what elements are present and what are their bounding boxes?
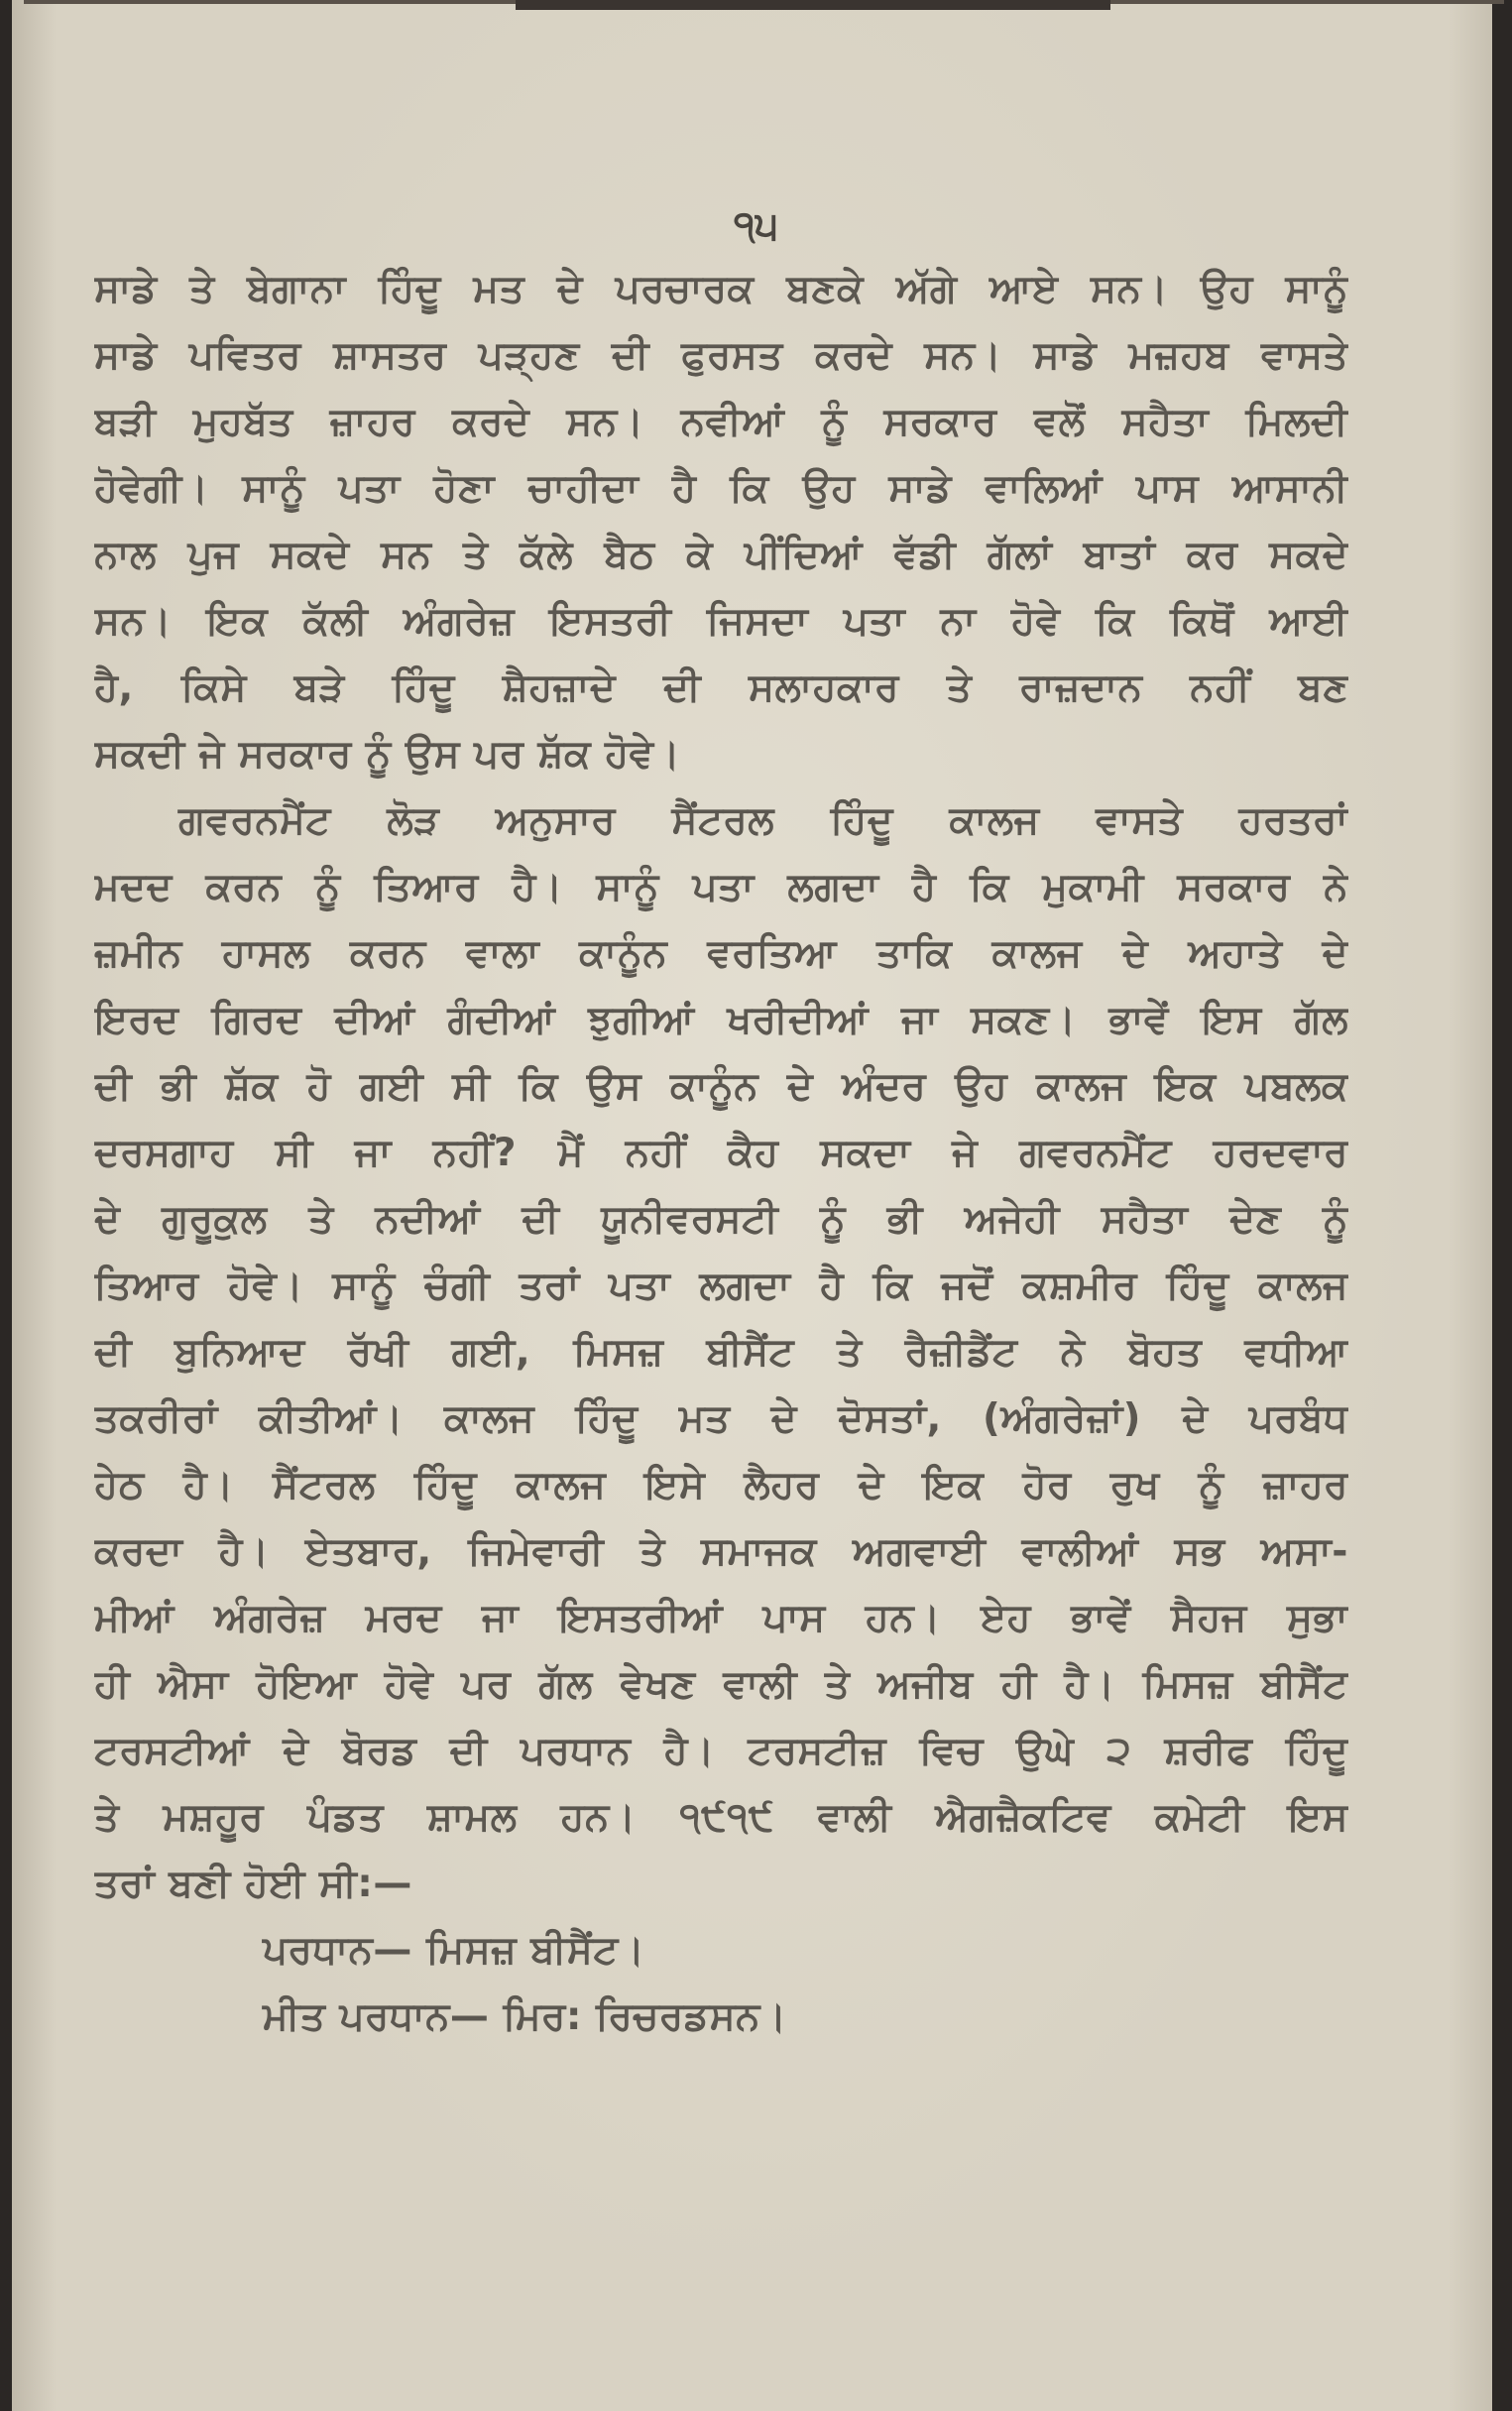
text-line: ਹੈ, ਕਿਸੇ ਬੜੇ ਹਿੰਦੂ ਸ਼ੈਹਜ਼ਾਦੇ ਦੀ ਸਲਾਹਕਾਰ ਤੇ ਰਾਜ਼ਦਾਨ ਨਹੀਂ ਬਣ <box>94 665 1348 710</box>
text-line: ਕਰਦਾ ਹੈ। ਏਤਬਾਰ, ਜਿਮੇਵਾਰੀ ਤੇ ਸਮਾਜਕ ਅਗਵਾਈ ਵਾਲੀਆਂ ਸਭ ਅਸਾ- <box>94 1529 1348 1574</box>
text-line: ਸਨ। ਇਕ ਕੱਲੀ ਅੰਗਰੇਜ਼ ਇਸਤਰੀ ਜਿਸਦਾ ਪਤਾ ਨਾ ਹੋਵੇ ਕਿ ਕਿਥੋਂ ਆਈ <box>94 599 1348 644</box>
text-line: ਮਦਦ ਕਰਨ ਨੂੰ ਤਿਆਰ ਹੈ। ਸਾਨੂੰ ਪਤਾ ਲਗਦਾ ਹੈ ਕਿ ਮੁਕਾਮੀ ਸਰਕਾਰ ਨੇ <box>94 865 1348 909</box>
text-line: ਟਰਸਟੀਆਂ ਦੇ ਬੋਰਡ ਦੀ ਪਰਧਾਨ ਹੈ। ਟਰਸਟੀਜ਼ ਵਿਚ ਉਘੇ ੨ ਸ਼ਰੀਫ ਹਿੰਦੂ <box>94 1729 1348 1773</box>
text-line: ਤਿਆਰ ਹੋਵੇ। ਸਾਨੂੰ ਚੰਗੀ ਤਰਾਂ ਪਤਾ ਲਗਦਾ ਹੈ ਕਿ ਜਦੋਂ ਕਸ਼ਮੀਰ ਹਿੰਦੂ ਕਾਲਜ <box>94 1264 1348 1308</box>
text-line: ਦੀ ਭੀ ਸ਼ੱਕ ਹੋ ਗਈ ਸੀ ਕਿ ਉਸ ਕਾਨੂੰਨ ਦੇ ਅੰਦਰ ਉਹ ਕਾਲਜ ਇਕ ਪਬਲਕ <box>94 1064 1348 1109</box>
committee-entry-vice-president: ਮੀਤ ਪਰਧਾਨ— ਮਿਰ: ਰਿਚਰਡਸਨ। <box>263 1994 787 2039</box>
paragraph-start-line: ਗਵਰਨਮੈਂਟ ਲੋੜ ਅਨੁਸਾਰ ਸੈਂਟਰਲ ਹਿੰਦੂ ਕਾਲਜ ਵਾਸਤੇ ਹਰਤਰਾਂ <box>178 798 1348 843</box>
text-line: ਇਰਦ ਗਿਰਦ ਦੀਆਂ ਗੰਦੀਆਂ ਝੁਗੀਆਂ ਖਰੀਦੀਆਂ ਜਾ ਸਕਣ। ਭਾਵੇਂ ਇਸ ਗੱਲ <box>94 998 1348 1042</box>
body-text <box>94 256 1348 2050</box>
text-line: ਸਾਡੇ ਤੇ ਬੇਗਾਨਾ ਹਿੰਦੂ ਮਤ ਦੇ ਪਰਚਾਰਕ ਬਣਕੇ ਅੱਗੇ ਆਏ ਸਨ। ਉਹ ਸਾਨੂੰ <box>94 267 1348 311</box>
text-line: ਜ਼ਮੀਨ ਹਾਸਲ ਕਰਨ ਵਾਲਾ ਕਾਨੂੰਨ ਵਰਤਿਆ ਤਾਕਿ ਕਾਲਜ ਦੇ ਅਹਾਤੇ ਦੇ <box>94 931 1348 976</box>
text-line: ਹੀ ਐਸਾ ਹੋਇਆ ਹੋਵੇ ਪਰ ਗੱਲ ਵੇਖਣ ਵਾਲੀ ਤੇ ਅਜੀਬ ਹੀ ਹੈ। ਮਿਸਜ਼ ਬੀਸੈਂਟ <box>94 1662 1348 1707</box>
text-line: ਤਕਰੀਰਾਂ ਕੀਤੀਆਂ। ਕਾਲਜ ਹਿੰਦੂ ਮਤ ਦੇ ਦੋਸਤਾਂ, (ਅੰਗਰੇਜ਼ਾਂ) ਦੇ ਪਰਬੰਧ <box>94 1396 1348 1441</box>
text-line: ਨਾਲ ਪੁਜ ਸਕਦੇ ਸਨ ਤੇ ਕੱਲੇ ਬੈਠ ਕੇ ਪੀਂਦਿਆਂ ਵੱਡੀ ਗੱਲਾਂ ਬਾਤਾਂ ਕਰ ਸਕਦੇ <box>94 533 1348 577</box>
text-line: ਦੇ ਗੁਰੂਕੁਲ ਤੇ ਨਦੀਆਂ ਦੀ ਯੂਨੀਵਰਸਟੀ ਨੂੰ ਭੀ ਅਜੇਹੀ ਸਹੈਤਾ ਦੇਣ ਨੂੰ <box>94 1197 1348 1242</box>
page-number: ੧੫ <box>733 203 779 249</box>
binding-shadow <box>516 0 1110 10</box>
text-line: ਸਾਡੇ ਪਵਿਤਰ ਸ਼ਾਸਤਰ ਪੜ੍ਹਣ ਦੀ ਫੁਰਸਤ ਕਰਦੇ ਸਨ। ਸਾਡੇ ਮਜ਼ਹਬ ਵਾਸਤੇ <box>94 333 1348 378</box>
text-line: ਦਰਸਗਾਹ ਸੀ ਜਾ ਨਹੀਂ? ਮੈਂ ਨਹੀਂ ਕੈਹ ਸਕਦਾ ਜੇ ਗਵਰਨਮੈਂਟ ਹਰਦਵਾਰ <box>94 1131 1348 1175</box>
text-line: ਤਰਾਂ ਬਣੀ ਹੋਈ ਸੀ:— <box>94 1862 412 1906</box>
text-line: ਸਕਦੀ ਜੇ ਸਰਕਾਰ ਨੂੰ ਉਸ ਪਰ ਸ਼ੱਕ ਹੋਵੇ। <box>94 732 681 777</box>
text-line: ਦੀ ਬੁਨਿਆਦ ਰੱਖੀ ਗਈ, ਮਿਸਜ਼ ਬੀਸੈਂਟ ਤੇ ਰੈਜ਼ੀਡੈਂਟ ਨੇ ਬੋਹਤ ਵਧੀਆ <box>94 1330 1348 1375</box>
text-line: ਹੋਵੇਗੀ। ਸਾਨੂੰ ਪਤਾ ਹੋਣਾ ਚਾਹੀਦਾ ਹੈ ਕਿ ਉਹ ਸਾਡੇ ਵਾਲਿਆਂ ਪਾਸ ਆਸਾਨੀ <box>94 466 1348 511</box>
text-line: ਬੜੀ ਮੁਹਬੱਤ ਜ਼ਾਹਰ ਕਰਦੇ ਸਨ। ਨਵੀਆਂ ਨੂੰ ਸਰਕਾਰ ਵਲੋਂ ਸਹੈਤਾ ਮਿਲਦੀ <box>94 400 1348 444</box>
committee-entry-president: ਪਰਧਾਨ— ਮਿਸਜ਼ ਬੀਸੈਂਟ। <box>263 1928 645 1973</box>
text-line: ਹੇਠ ਹੈ। ਸੈਂਟਰਲ ਹਿੰਦੂ ਕਾਲਜ ਇਸੇ ਲੈਹਰ ਦੇ ਇਕ ਹੋਰ ਰੁਖ ਨੂੰ ਜ਼ਾਹਰ <box>94 1463 1348 1507</box>
text-line: ਤੇ ਮਸ਼ਹੂਰ ਪੰਡਤ ਸ਼ਾਮਲ ਹਨ। ੧੯੧੯ ਵਾਲੀ ਐਗਜ਼ੈਕਟਿਵ ਕਮੇਟੀ ਇਸ <box>94 1795 1348 1840</box>
text-line: ਮੀਆਂ ਅੰਗਰੇਜ਼ ਮਰਦ ਜਾ ਇਸਤਰੀਆਂ ਪਾਸ ਹਨ। ਏਹ ਭਾਵੇਂ ਸੈਹਜ ਸੁਭਾ <box>94 1596 1348 1640</box>
